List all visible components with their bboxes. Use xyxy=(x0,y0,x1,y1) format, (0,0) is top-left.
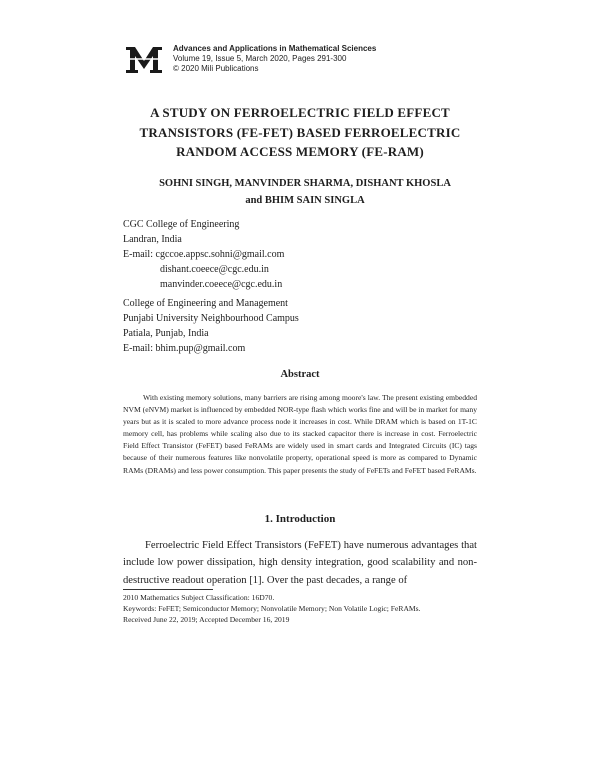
mili-publications-logo xyxy=(123,44,165,76)
footnote-keywords: Keywords: FeFET; Semiconductor Memory; Nonvolatile Memory; Non Volatile Logic; FeRAMs. xyxy=(123,604,421,613)
journal-header xyxy=(173,44,376,74)
email-link[interactable]: cgccoe.appsc.sohni@gmail.com xyxy=(155,249,285,260)
footnote-divider xyxy=(123,589,213,590)
affiliation-email-row xyxy=(123,341,299,356)
email-link[interactable]: manvinder.coeece@cgc.edu.in xyxy=(160,279,283,290)
logo-letter: M xyxy=(123,44,124,45)
affiliation-email-row xyxy=(123,262,284,277)
volume-info: Volume 19, Issue 5, March 2020, Pages 291-300 xyxy=(173,54,347,63)
affiliation-location: Landran, India xyxy=(123,234,182,245)
affiliation-institution: CGC College of Engineering xyxy=(123,219,240,230)
footnote-classification: 2010 Mathematics Subject Classification: 16D70. xyxy=(123,593,275,602)
introduction-text: Ferroelectric Field Effect Transistors (FeFET) have numerous advantages that include low power dissipation, high density integration, good scalability and non-destructive readout operation [1]. Over the past decades, a range of xyxy=(123,540,477,586)
abstract-heading: Abstract xyxy=(280,369,320,380)
author-line: SOHNI SINGH, MANVINDER SHARMA, DISHANT KHOSLA xyxy=(159,178,451,189)
affiliation-university: Punjabi University Neighbourhood Campus xyxy=(123,313,299,324)
footnote-dates: Received June 22, 2019; Accepted December 16, 2019 xyxy=(123,615,290,624)
introduction-heading: 1. Introduction xyxy=(264,513,336,525)
title-line: A STUDY ON FERROELECTRIC FIELD EFFECT xyxy=(150,105,450,120)
email-link[interactable]: bhim.pup@gmail.com xyxy=(155,343,246,354)
affiliation-location: Patiala, Punjab, India xyxy=(123,328,209,339)
email-link[interactable]: dishant.coeece@cgc.edu.in xyxy=(160,264,269,275)
affiliation-2 xyxy=(123,296,299,356)
title-line: TRANSISTORS (FE-FET) BASED FERROELECTRIC xyxy=(139,124,461,140)
affiliation-email-row xyxy=(123,247,284,262)
paper-title xyxy=(100,103,500,162)
affiliation-1 xyxy=(123,217,284,292)
journal-name: Advances and Applications in Mathematical Sciences xyxy=(173,44,377,53)
abstract-text: With existing memory solutions, many barriers are rising among moore's law. The present existing embedded NVM (eNVM) market is influenced by embedded NOR-type flash which works fine and will be in market for many years but as it is scaled to more advance process node it increases in cost. While DRAM which is based on 1T-1C memory cell, has problems while scaling also due to its stacked capacitor there is increase in cost. Ferroelectric Field Effect Transistor (FeFET) based FeRAMs are widely used in smart cards and Integrated Circuits (IC) tags because of their numerous features like nonvolatile property, operational speed is more as compared to Dynamic RAMs (DRAMs) and less power consumption. This paper presents the study of FeFETs and FeFET based FeRAMs. xyxy=(123,393,477,475)
author-list xyxy=(110,175,500,209)
title-line: RANDOM ACCESS MEMORY (FE-RAM) xyxy=(176,144,424,159)
email-label: E-mail: xyxy=(123,249,153,260)
footnotes xyxy=(123,592,421,625)
author-line: and BHIM SAIN SINGLA xyxy=(245,195,365,206)
affiliation-email-row xyxy=(123,277,284,292)
copyright: © 2020 Mili Publications xyxy=(173,64,259,73)
email-label: E-mail: xyxy=(123,343,153,354)
affiliation-institution: College of Engineering and Management xyxy=(123,298,288,309)
